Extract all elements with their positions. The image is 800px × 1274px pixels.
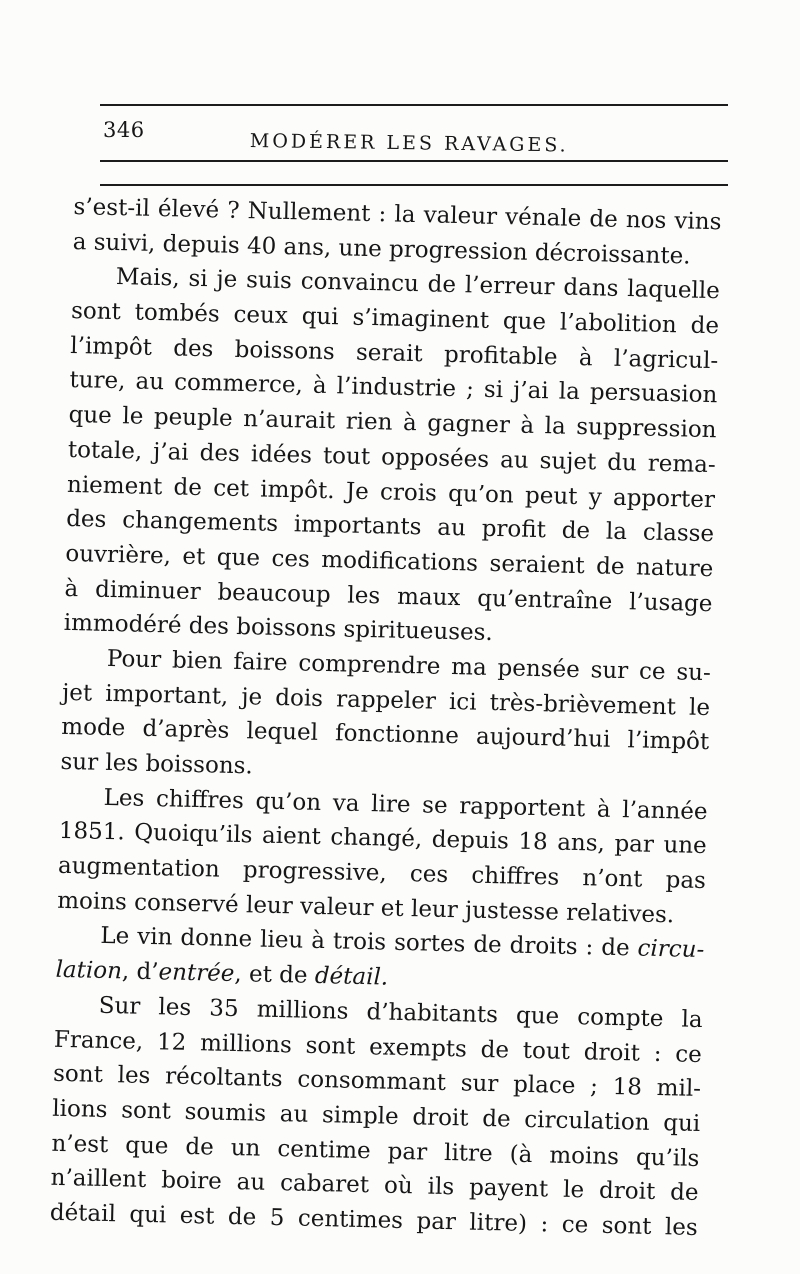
text-line: Les chiffres qu’on va lire se rapportent à l’année [103,784,708,825]
text-line: à diminuer beaucoup les maux qu’entraîne l’usage [64,575,713,617]
text-line: Sur les 35 millions d’habitants que compte la [98,992,703,1033]
text-line: mode d’après lequel fonctionne aujourd’hui l’impôt [61,714,710,756]
text-line: immodéré des boissons spiritueuses. [63,610,494,647]
text-line: augmentation progressive, ces chiffres n’ont pas [57,852,707,895]
text-line: l’impôt des boissons serait profitable à l’agricul- [70,332,719,374]
text-line: n’est que de un centime par litre (à moins qu’ils [51,1130,700,1172]
header-bottom-rule [100,160,728,162]
text-line: Le vin donne lieu à trois sortes de droits : de circu- [100,923,705,964]
page-number: 346 [103,118,145,142]
text-line: niement de cet impôt. Je crois qu’on peut y apporter [66,471,716,513]
header-underline-rule [100,184,728,186]
text-line: lions sont soumis au simple droit de circulation qui [52,1095,701,1137]
text-line: Pour bien faire comprendre ma pensée sur ce su- [106,645,712,687]
text-line: 1851. Quoiqu’ils aient changé, depuis 18 ans, par une [58,818,708,860]
text-line: s’est-il élevé ? Nullement : la valeur vénale de nos vins [73,193,722,236]
text-line: totale, j’ai des idées tout opposées au sujet du rema- [67,436,717,479]
text-line: sont les récoltants consommant sur place ; 18 mil- [52,1060,702,1103]
text-line: jet important, je dois rappeler ici très-brièvement le [61,679,711,721]
text-line: a suivi, depuis 40 ans, une progression décroissante. [72,228,691,270]
text-line: n’aillent boire au cabaret où ils payent le droit de [50,1164,699,1207]
text-line: moins conservé leur valeur et leur justesse relatives. [56,887,675,929]
text-line: ouvrière, et que ces modifications seraient de nature [65,540,714,583]
text-line: sur les boissons. [60,748,254,780]
running-header [100,116,728,156]
text-line: détail qui est de 5 centimes par litre) : ce sont les [49,1199,699,1241]
running-title: MODÉRER LES RAVAGES. [249,130,569,157]
text-line: des changements importants au profit de la classe [65,506,715,548]
text-line: ture, au commerce, à l’industrie ; si j’ai la persuasion [69,367,718,409]
header-top-rule [100,104,728,106]
text-line: Mais, si je suis convaincu de l’erreur dans laquelle [115,264,721,305]
text-line: sont tombés ceux qui s’imaginent que l’abolition de [70,298,720,340]
text-line: France, 12 millions sont exempts de tout droit : ce [53,1026,703,1068]
text-line: que le peuple n’aurait rien à gagner à la suppression [68,402,717,444]
text-line: lation, d’entrée, et de détail. [55,956,389,991]
body-text [49,190,721,1246]
